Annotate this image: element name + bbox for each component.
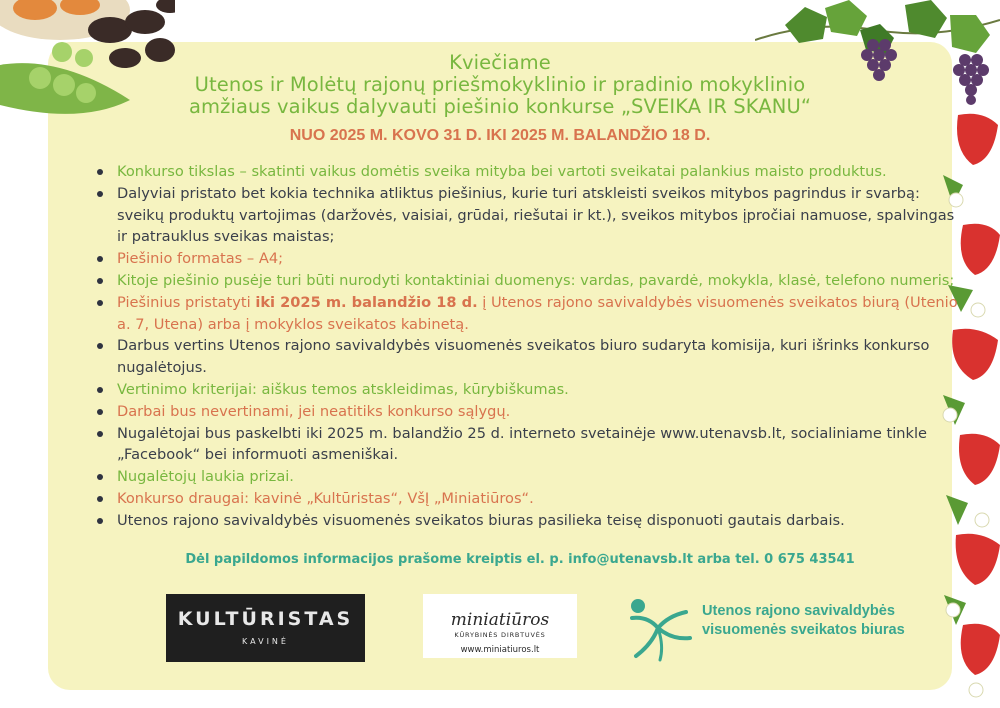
- list-item: Konkurso draugai: kavinė „Kultūristas“, VšĮ „Miniatiūros“.: [93, 488, 961, 510]
- miniatiuros-sub: KŪRYBINĖS DIRBTUVĖS: [454, 631, 546, 639]
- kulturistas-name: KULTŪRISTAS: [177, 608, 354, 630]
- header-contest: amžiaus vaikus dalyvauti piešinio konkurse „SVEIKA IR SKANU“: [188, 95, 812, 118]
- list-item: Kitoje piešinio pusėje turi būti nurodyti kontaktiniai duomenys: vardas, pavardė, mokykla, klasė, telefono numeris;: [93, 270, 961, 292]
- kulturistas-sub: KAVINĖ: [242, 637, 289, 646]
- list-item: Darbus vertins Utenos rajono savivaldybės visuomenės sveikatos biuro sudaryta komisija, kuri išrinks konkurso nugalėtojus.: [93, 335, 961, 379]
- list-item: Piešinius pristatyti iki 2025 m. balandžio 18 d. į Utenos rajono savivaldybės visuomenės sveikatos biurą (Utenio a. 7, Utena) arba į mokyklos sveikatos kabinetą.: [93, 292, 961, 336]
- list-item: Darbai bus nevertinami, jei neatitiks konkurso sąlygų.: [93, 401, 961, 423]
- kulturistas-logo: [166, 594, 365, 662]
- miniatiuros-name: miniatiūros: [450, 610, 550, 630]
- vsb-name: Utenos rajono savivaldybės visuomenės sveikatos biuras: [702, 603, 905, 638]
- header-audience: Utenos ir Molėtų rajonų priešmokyklinio ir pradinio mokyklinio: [194, 73, 806, 96]
- list-item: Konkurso tikslas – skatinti vaikus domėtis sveika mityba bei vartoti sveikatai palankius maisto produktus.: [93, 161, 961, 183]
- vsb-logo: [624, 592, 944, 664]
- list-item: Dalyviai pristato bet kokia technika atliktus piešinius, kurie turi atskleisti sveikos mitybos pagrindus ir svarbą: sveikų produktų vartojimas (daržovės, vaisiai, grūdai, riešutai ir kt.), sveikos mitybos įpročiai namuose, spalvingas ir patrauklus sveikas maistas;: [93, 183, 961, 248]
- contact-info: Dėl papildomos informacijos prašome kreiptis el. p. info@utenavsb.lt arba tel. 0 675 43541: [185, 552, 855, 567]
- list-item: Piešinio formatas – A4;: [93, 248, 961, 270]
- person-figure-logo-icon: [624, 592, 696, 664]
- poster-header: [120, 52, 880, 118]
- contest-dates: NUO 2025 M. KOVO 31 D. IKI 2025 M. BALANDŽIO 18 D.: [289, 127, 711, 144]
- header-invite: Kviečiame: [449, 51, 551, 74]
- list-item: Nugalėtojai bus paskelbti iki 2025 m. balandžio 25 d. interneto svetainėje www.utenavsb.lt, socialiniame tinkle „Facebook“ bei informuoti asmeniškai.: [93, 423, 961, 467]
- miniatiuros-url: www.miniatiuros.lt: [460, 645, 540, 655]
- list-item: Nugalėtojų laukia prizai.: [93, 466, 961, 488]
- rules-list: [93, 161, 961, 532]
- miniatiuros-logo: [423, 594, 577, 658]
- list-item: Vertinimo kriterijai: aiškus temos atskleidimas, kūrybiškumas.: [93, 379, 961, 401]
- list-item: Utenos rajono savivaldybės visuomenės sveikatos biuras pasilieka teisę disponuoti gautais darbais.: [93, 510, 961, 532]
